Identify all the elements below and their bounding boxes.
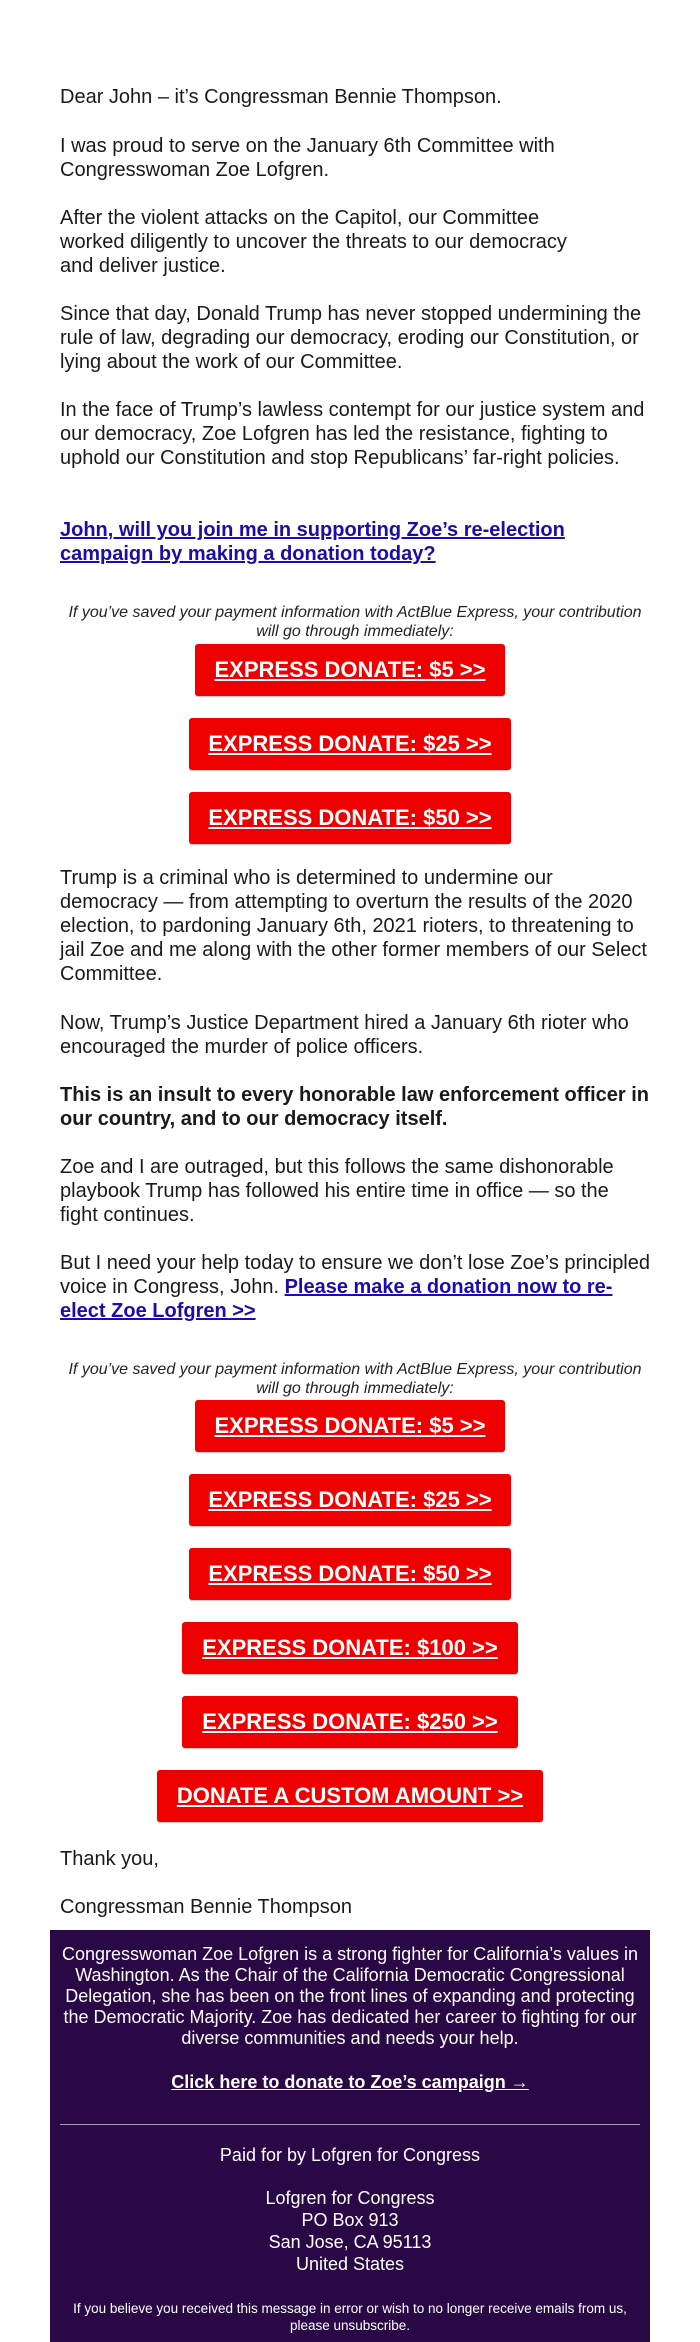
footer-divider (60, 2124, 640, 2125)
paragraph-committee: I was proud to serve on the January 6th Committee with Congresswoman Zoe Lofgren. (60, 135, 555, 181)
express-donate-50-button[interactable]: EXPRESS DONATE: $50 >> (189, 792, 511, 844)
actblue-note: If you’ve saved your payment information with ActBlue Express, your contribution will go through immediately: (68, 1361, 642, 1397)
footer-donate-link[interactable]: Click here to donate to Zoe’s campaign → (171, 2072, 529, 2092)
express-donate-25-button[interactable]: EXPRESS DONATE: $25 >> (189, 718, 511, 770)
donate-custom-amount-button[interactable]: DONATE A CUSTOM AMOUNT >> (157, 1770, 543, 1822)
actblue-note: If you’ve saved your payment information with ActBlue Express, your contribution will go through immediately: (68, 604, 642, 640)
paragraph-help (60, 1251, 650, 1323)
paragraph-rule-of-law: Since that day, Donald Trump has never stopped undermining the rule of law, degrading our democracy, eroding our Constitution, or lying about the work of our Committee. (60, 303, 642, 373)
express-donate-5-button[interactable]: EXPRESS DONATE: $5 >> (195, 644, 505, 696)
address-country: United States (295, 2254, 405, 2274)
paragraph-capitol: After the violent attacks on the Capitol, our Committee worked diligently to uncover the threats to our democracy and deliver justice. (60, 207, 567, 277)
paragraph-criminal: Trump is a criminal who is determined to undermine our democracy — from attempting to overturn the results of the 2020 election, to pardoning January 6th, 2021 rioters, to threatening to jail Zoe and me along with the other former members of our Select Committee. (60, 867, 647, 985)
paragraph-resistance: In the face of Trump’s lawless contempt for our justice system and our democracy, Zoe Lofgren has led the resistance, fighting to uphold our Constitution and stop Republicans’ far-right policies. (60, 399, 645, 469)
unsubscribe-notice[interactable]: If you believe you received this message in error or wish to no longer receive emails from us, please unsubscribe. (73, 2301, 627, 2333)
paragraph-justice-department: Now, Trump’s Justice Department hired a January 6th rioter who encouraged the murder of police officers. (60, 1012, 629, 1058)
footer-about: Congresswoman Zoe Lofgren is a strong fighter for California’s values in Washington. As the Chair of the California Democratic Congressional Delegation, she has been on the front lines of expanding and protecting the Democratic Majority. Zoe has dedicated her career to fighting for our diverse communities and needs your help. (62, 1944, 638, 2048)
greeting: Dear John – it’s Congressman Bennie Thompson. (60, 86, 502, 108)
paid-for-notice: Paid for by Lofgren for Congress (219, 2145, 481, 2165)
paragraph-outraged: Zoe and I are outraged, but this follows the same dishonorable playbook Trump has followed his entire time in office — so the fight continues. (60, 1156, 614, 1226)
address-name: Lofgren for Congress (265, 2188, 435, 2208)
footer-donate-paragraph (60, 2072, 640, 2093)
cta-paragraph (60, 518, 630, 566)
paragraph-help-text: But I need your help today to ensure we don’t lose Zoe’s principled voice in Congress, John. (60, 1252, 650, 1298)
express-donate-250-button[interactable]: EXPRESS DONATE: $250 >> (182, 1696, 518, 1748)
signoff: Thank you, (60, 1848, 159, 1870)
signature: Congressman Bennie Thompson (60, 1896, 353, 1918)
paragraph-insult: This is an insult to every honorable law enforcement officer in our country, and to our democracy itself. (60, 1084, 650, 1130)
donate-reelect-link[interactable]: Please make a donation now to re-elect Zoe Lofgren >> (60, 1276, 613, 1322)
address-city: San Jose, CA 95113 (268, 2232, 432, 2252)
address-po-box: PO Box 913 (301, 2210, 399, 2230)
express-donate-50-button[interactable]: EXPRESS DONATE: $50 >> (189, 1548, 511, 1600)
donate-cta-link[interactable]: John, will you join me in supporting Zoe’s re-election campaign by making a donation today? (60, 519, 565, 565)
express-donate-100-button[interactable]: EXPRESS DONATE: $100 >> (182, 1622, 518, 1674)
express-donate-25-button[interactable]: EXPRESS DONATE: $25 >> (189, 1474, 511, 1526)
express-donate-5-button[interactable]: EXPRESS DONATE: $5 >> (195, 1400, 505, 1452)
footer (50, 1930, 650, 2342)
